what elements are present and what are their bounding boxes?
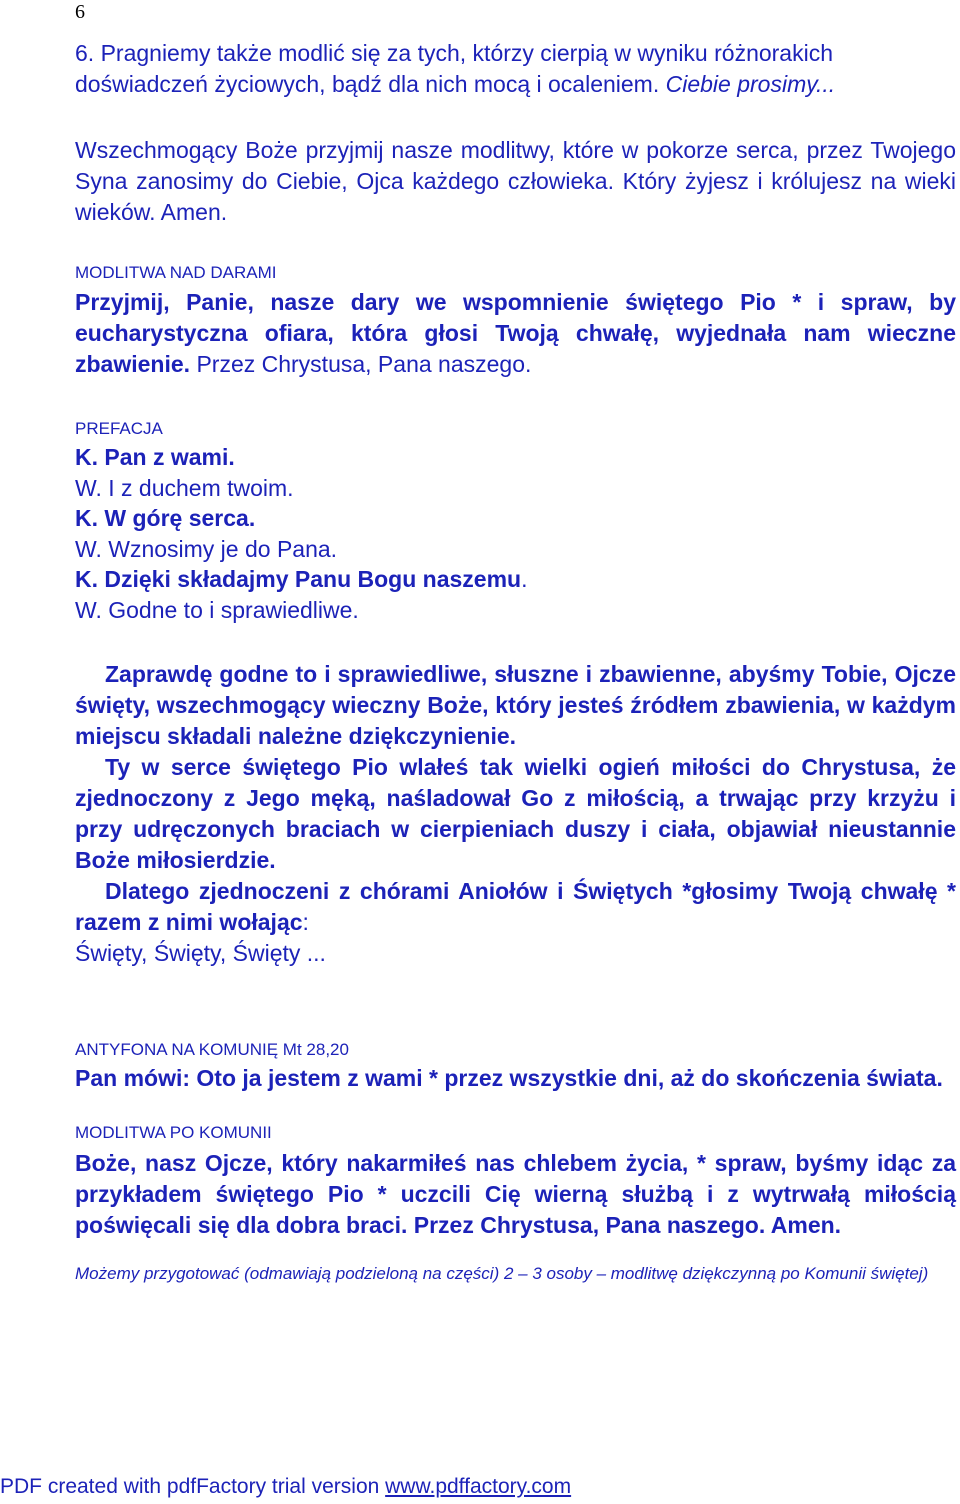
- preface-body-3-text: Dlatego zjednoczeni z chórami Aniołów i Świętych *głosimy Twoją chwałę * razem z nimi wołając: [75, 878, 956, 935]
- dialogue-priest-text: K. Dzięki składajmy Panu Bogu naszemu: [75, 566, 522, 592]
- preface-body-3-tail: :: [302, 909, 309, 935]
- dialogue-priest-1: K. Pan z wami.: [75, 444, 235, 470]
- dialogue-people-prefix: W.: [75, 474, 102, 501]
- communion-antiphon-text: Pan mówi: Oto ja jestem z wami * przez wszystkie dni, aż do skończenia świata.: [75, 1065, 943, 1091]
- dialogue-priest-3: [75, 564, 956, 595]
- dialogue-people-text: Godne to i sprawiedliwe.: [108, 596, 359, 623]
- intercession-response: Ciebie prosimy...: [665, 71, 836, 97]
- sanctus: Święty, Święty, Święty ...: [75, 940, 326, 966]
- preface-heading: PREFACJA: [75, 419, 163, 438]
- dialogue-people-1: [75, 473, 956, 504]
- communion-antiphon-heading: ANTYFONA NA KOMUNIĘ Mt 28,20: [75, 1040, 349, 1059]
- footer-prefix: PDF created with pdfFactory trial version: [0, 1475, 386, 1498]
- offerings-ending: Przez Chrystusa, Pana naszego.: [196, 351, 532, 377]
- preface-body-2: Ty w serce świętego Pio wlałeś tak wielki ogień miłości do Chrystusa, że zjednoczony z Jego męką, naśladował Go z miłością, a trwając przy krzyżu i przy udręczonych braciach w cierpieniach duszy i ciała, objawiał nieustannie Boże miłosierdzie.: [75, 754, 956, 873]
- document-body: [75, 38, 956, 1285]
- intercession-paragraph: [75, 38, 956, 100]
- offerings-text: Przyjmij, Panie, nasze dary we wspomnienie świętego Pio * i spraw, by eucharystyczna ofiara, która głosi Twoją chwałę, wyjednała nam wieczne zbawienie.: [75, 289, 956, 377]
- preface-dialogue: [75, 442, 956, 625]
- note-text: Możemy przygotować (odmawiają podzieloną na części) 2 – 3 osoby – modlitwę dziękczynną po Komunii świętej): [75, 1264, 929, 1283]
- post-communion-text: Boże, nasz Ojcze, który nakarmiłeś nas chlebem życia, * spraw, byśmy idąc za przykładem świętego Pio * uczcili Cię wierną służbą i z wytrwałą miłością poświęcali się dla dobra braci. Przez Chrystusa, Pana naszego. Amen.: [75, 1150, 956, 1238]
- offerings-prayer: [75, 287, 956, 380]
- closing-prayer: Wszechmogący Boże przyjmij nasze modlitwy, które w pokorze serca, przez Twojego Syna zanosimy do Ciebie, Ojca każdego człowieka. Który żyjesz i królujesz na wieki wieków. Amen.: [75, 137, 956, 225]
- footer-link[interactable]: www.pdffactory.com: [385, 1475, 572, 1498]
- dialogue-people-text: I z duchem twoim.: [108, 474, 294, 501]
- dialogue-people-text: Wznosimy je do Pana.: [108, 535, 338, 562]
- pdf-footer: [0, 1474, 571, 1500]
- preface-body-1: Zaprawdę godne to i sprawiedliwe, słuszne i zbawienne, abyśmy Tobie, Ojcze święty, wszechmogący wieczny Boże, który jesteś źródłem zbawienia, w każdym miejscu składali należne dziękczynienie.: [75, 661, 956, 749]
- dialogue-people-prefix: W.: [75, 535, 102, 562]
- dialogue-people-3: [75, 595, 956, 626]
- page-number: 6: [75, 1, 85, 23]
- preface-body-3: [75, 876, 956, 938]
- offerings-heading: MODLITWA NAD DARAMI: [75, 263, 277, 282]
- post-communion-heading: MODLITWA PO KOMUNII: [75, 1123, 272, 1142]
- dialogue-people-2: [75, 534, 956, 565]
- intercession-text: 6. Pragniemy także modlić się za tych, którzy cierpią w wyniku różnorakich doświadczeń życiowych, bądź dla nich mocą i ocaleniem.: [75, 40, 834, 97]
- dialogue-people-prefix: W.: [75, 596, 102, 623]
- dialogue-priest-2: K. W górę serca.: [75, 505, 256, 531]
- dialogue-priest-tail: .: [521, 566, 528, 592]
